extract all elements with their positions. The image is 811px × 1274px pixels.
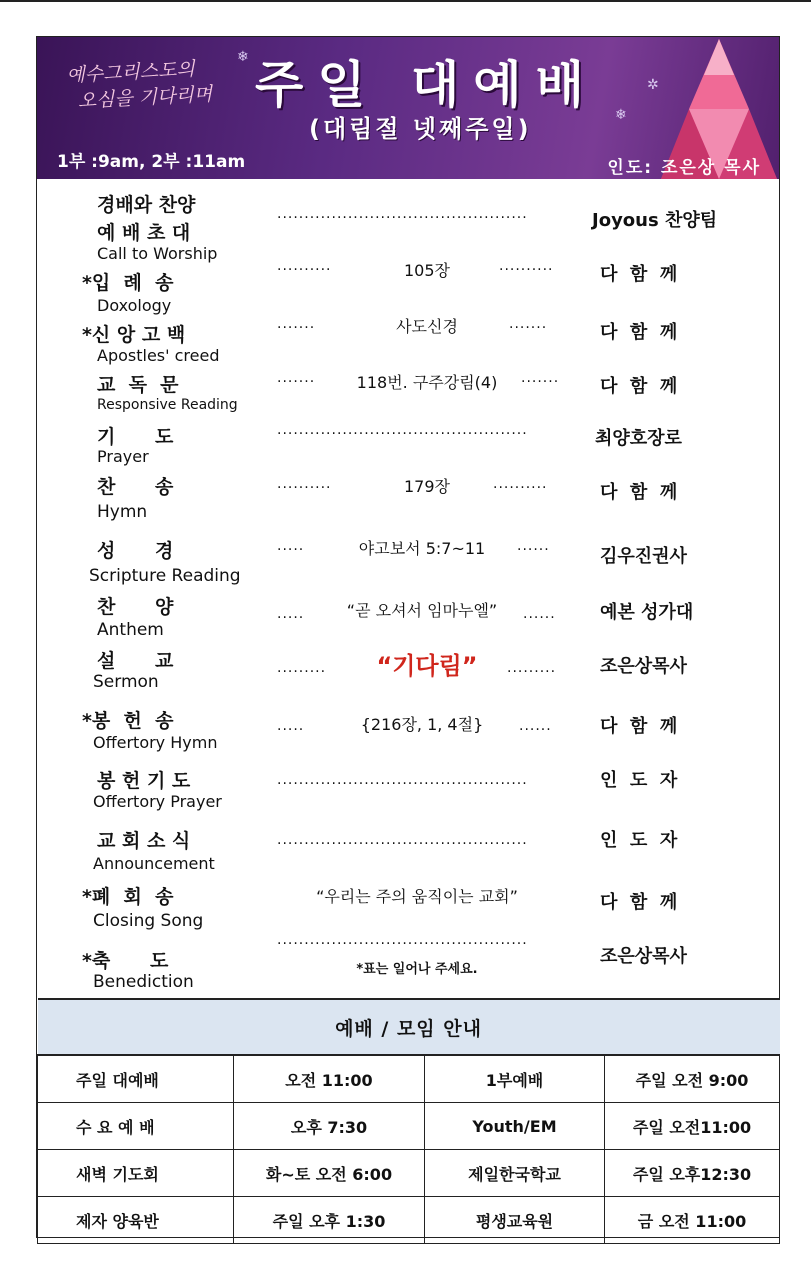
- table-cell: Youth/EM: [425, 1103, 605, 1150]
- leader-dots: .......: [277, 316, 316, 332]
- banner-script-line1: 예수그리스도의: [65, 58, 196, 87]
- table-cell: 수 요 예 배: [38, 1103, 234, 1150]
- order-item-detail: {216장, 1, 4절}: [360, 715, 484, 734]
- order-item-leader: 인 도 자: [600, 770, 678, 791]
- table-cell: 1부예배: [425, 1055, 605, 1103]
- table-row: [38, 1150, 780, 1197]
- order-item-leader: 김우진권사: [600, 546, 687, 567]
- header-banner: [37, 37, 779, 179]
- leader-dots: ..........: [499, 258, 554, 274]
- leader-dots: .........: [507, 660, 557, 676]
- leader-dots: ..........: [493, 476, 548, 492]
- order-item-english: Call to Worship: [97, 244, 218, 263]
- leader-dots: ..........: [277, 258, 332, 274]
- table-cell: 오후 7:30: [234, 1103, 425, 1150]
- order-item-title: *봉 헌 송: [82, 710, 174, 732]
- order-item-title: 설 교: [97, 650, 174, 672]
- order-item-english: Benediction: [93, 972, 194, 992]
- schedule-guide: [37, 998, 779, 1237]
- table-cell: 금 오전 11:00: [605, 1197, 780, 1244]
- leader-dots: ......: [519, 718, 552, 734]
- order-item-title: 경배와 찬양: [97, 194, 196, 216]
- page-title: 주일 대예배: [255, 56, 598, 114]
- order-item-english: Announcement: [93, 854, 215, 873]
- order-item-english: Responsive Reading: [97, 397, 238, 413]
- table-cell: 평생교육원: [425, 1197, 605, 1244]
- leader-dots: .....: [277, 538, 305, 554]
- order-item-detail: 야고보서 5:7~11: [358, 539, 486, 558]
- order-item-title: 교 회 소 식: [97, 830, 191, 852]
- table-cell: 화~토 오전 6:00: [234, 1150, 425, 1197]
- order-item-leader: 다 함 께: [600, 264, 678, 285]
- order-item-detail: 사도신경: [396, 317, 458, 336]
- order-item-title: *입 례 송: [82, 272, 174, 294]
- order-item-leader: Joyous 찬양팀: [592, 210, 718, 231]
- order-item-detail: “우리는 주의 움직이는 교회”: [316, 887, 518, 906]
- order-item-title: 교 독 문: [97, 374, 179, 396]
- order-item-leader: 다 함 께: [600, 716, 678, 737]
- service-times: 1부 :9am, 2부 :11am: [57, 152, 246, 172]
- order-item-leader: 다 함 께: [600, 892, 678, 913]
- leader-dots: .........: [277, 660, 327, 676]
- order-item-english: Hymn: [97, 502, 148, 522]
- leader-dots: ..............................................: [277, 206, 528, 222]
- order-item-title: 봉 헌 기 도: [97, 770, 191, 792]
- snowflake-icon: ✲: [647, 77, 659, 93]
- order-item-title: 예 배 초 대: [97, 222, 191, 244]
- leader-dots: .....: [277, 718, 305, 734]
- order-item-leader: 예본 성가대: [600, 602, 694, 623]
- table-cell: 제자 양육반: [38, 1197, 234, 1244]
- order-item-detail: 118번. 구주강림(4): [356, 373, 498, 392]
- order-item-leader: 다 함 께: [600, 322, 678, 343]
- schedule-title: 예배 / 모임 안내: [38, 999, 780, 1055]
- leader-dots: ......: [517, 538, 550, 554]
- leader-dots: .......: [509, 316, 548, 332]
- order-item-english: Closing Song: [93, 911, 204, 931]
- leader-dots: ..............................................: [277, 772, 528, 788]
- order-item-title: *축 도: [82, 950, 169, 972]
- top-rule: [0, 0, 811, 2]
- snowflake-icon: ❄: [615, 107, 627, 123]
- order-item-leader: 조은상목사: [600, 946, 687, 967]
- order-item-english: Offertory Hymn: [93, 733, 218, 752]
- order-item-leader: 최양호장로: [595, 428, 682, 449]
- order-item-detail: 179장: [404, 477, 450, 496]
- page-subtitle: (대림절 넷째주일): [309, 115, 532, 143]
- order-item-english: Offertory Prayer: [93, 792, 222, 811]
- table-cell: 오전 11:00: [234, 1055, 425, 1103]
- order-item-english: Doxology: [97, 296, 172, 315]
- order-item-title: 성 경: [97, 540, 174, 562]
- order-item-title: 찬 양: [97, 596, 174, 618]
- sermon-title: “기다림”: [376, 652, 478, 680]
- leader-dots: ..............................................: [277, 932, 528, 948]
- schedule-table: [37, 998, 780, 1244]
- order-item-leader: 다 함 께: [600, 376, 678, 397]
- table-cell: 주일 오전 9:00: [605, 1055, 780, 1103]
- order-item-leader: 다 함 께: [600, 482, 678, 503]
- table-row: [38, 1197, 780, 1244]
- leader-dots: .......: [521, 370, 560, 386]
- banner-script: [66, 55, 213, 114]
- order-of-worship: [37, 180, 779, 998]
- order-item-title: 기 도: [97, 426, 174, 448]
- table-cell: 주일 대예배: [38, 1055, 234, 1103]
- leader-dots: ..........: [277, 476, 332, 492]
- standing-note: *표는 일어나 주세요.: [356, 962, 478, 977]
- order-item-english: Sermon: [93, 672, 159, 692]
- service-leader: 인도: 조은상 목사: [607, 158, 761, 178]
- order-item-english: Apostles' creed: [97, 346, 220, 365]
- leader-dots: ..............................................: [277, 832, 528, 848]
- table-cell: 새벽 기도회: [38, 1150, 234, 1197]
- table-cell: 주일 오후12:30: [605, 1150, 780, 1197]
- order-item-detail: 105장: [404, 261, 450, 280]
- order-item-title: 찬 송: [97, 476, 174, 498]
- table-cell: 주일 오후 1:30: [234, 1197, 425, 1244]
- leader-dots: .......: [277, 370, 316, 386]
- order-item-title: *폐 회 송: [82, 886, 174, 908]
- order-item-english: Prayer: [97, 447, 149, 466]
- leader-dots: .....: [277, 606, 305, 622]
- leader-dots: ..............................................: [277, 422, 528, 438]
- order-item-leader: 조은상목사: [600, 656, 687, 677]
- order-item-english: Scripture Reading: [89, 566, 241, 586]
- table-row: [38, 1103, 780, 1150]
- order-item-detail: “곧 오셔서 임마누엘”: [346, 601, 498, 620]
- leader-dots: ......: [523, 606, 556, 622]
- banner-script-line2: 오심을 기다리며: [77, 83, 213, 113]
- order-item-title: *신 앙 고 백: [82, 324, 186, 346]
- snowflake-icon: ❄: [237, 49, 249, 65]
- table-row: [38, 1055, 780, 1103]
- order-item-english: Anthem: [97, 620, 164, 640]
- table-cell: 주일 오전11:00: [605, 1103, 780, 1150]
- table-cell: 제일한국학교: [425, 1150, 605, 1197]
- order-item-leader: 인 도 자: [600, 830, 678, 851]
